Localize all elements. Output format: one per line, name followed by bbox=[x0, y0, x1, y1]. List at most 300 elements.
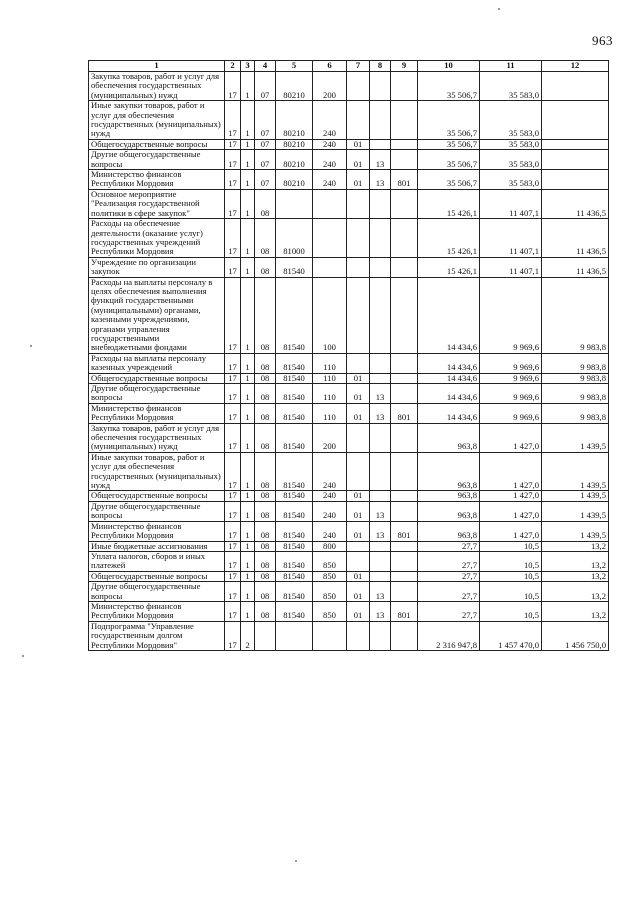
col-10-value: 14 434,6 bbox=[418, 373, 480, 383]
col-4-cell: 08 bbox=[255, 491, 276, 501]
col-8-cell: 13 bbox=[370, 521, 391, 541]
col-9-cell: 801 bbox=[391, 521, 418, 541]
col-header: 11 bbox=[480, 61, 542, 72]
col-11-value: 35 583,0 bbox=[480, 170, 542, 190]
col-7-cell: 01 bbox=[347, 521, 370, 541]
col-2-cell: 17 bbox=[225, 521, 241, 541]
row-name: Министерство финансов Республики Мордовия bbox=[89, 521, 225, 541]
col-3-cell: 1 bbox=[241, 521, 255, 541]
table-body bbox=[89, 72, 609, 651]
col-4-cell: 08 bbox=[255, 582, 276, 602]
table-row bbox=[89, 384, 609, 404]
col-9-cell bbox=[391, 423, 418, 452]
row-name: Другие общегосударственные вопросы bbox=[89, 384, 225, 404]
col-7-cell bbox=[347, 219, 370, 258]
col-6-cell: 850 bbox=[313, 551, 347, 571]
col-12-value: 1 439,5 bbox=[542, 423, 609, 452]
col-8-cell bbox=[370, 541, 391, 551]
col-6-cell: 240 bbox=[313, 150, 347, 170]
col-10-value: 2 316 947,8 bbox=[418, 621, 480, 650]
col-7-cell bbox=[347, 72, 370, 101]
row-name: Закупка товаров, работ и услуг для обеспечения государственных (муниципальных) нужд bbox=[89, 72, 225, 101]
col-5-cell: 81540 bbox=[276, 423, 313, 452]
col-6-cell: 240 bbox=[313, 101, 347, 140]
col-4-cell: 07 bbox=[255, 101, 276, 140]
table-row bbox=[89, 219, 609, 258]
col-12-value: 11 436,5 bbox=[542, 219, 609, 258]
row-name: Уплата налогов, сборов и иных платежей bbox=[89, 551, 225, 571]
table-row bbox=[89, 501, 609, 521]
col-10-value: 35 506,7 bbox=[418, 150, 480, 170]
col-8-cell bbox=[370, 139, 391, 149]
col-header: 5 bbox=[276, 61, 313, 72]
col-5-cell: 81540 bbox=[276, 491, 313, 501]
col-8-cell: 13 bbox=[370, 170, 391, 190]
col-4-cell: 08 bbox=[255, 257, 276, 277]
row-name: Подпрограмма "Управление государственным долгом Республики Мордовия" bbox=[89, 621, 225, 650]
col-5-cell: 80210 bbox=[276, 139, 313, 149]
col-8-cell bbox=[370, 353, 391, 373]
col-6-cell: 110 bbox=[313, 353, 347, 373]
col-3-cell: 1 bbox=[241, 551, 255, 571]
col-7-cell bbox=[347, 257, 370, 277]
col-3-cell: 1 bbox=[241, 373, 255, 383]
col-7-cell bbox=[347, 277, 370, 353]
table-row bbox=[89, 101, 609, 140]
table-row bbox=[89, 150, 609, 170]
col-10-value: 35 506,7 bbox=[418, 101, 480, 140]
col-6-cell bbox=[313, 189, 347, 218]
col-header: 1 bbox=[89, 61, 225, 72]
col-3-cell: 1 bbox=[241, 403, 255, 423]
row-name: Другие общегосударственные вопросы bbox=[89, 501, 225, 521]
col-3-cell: 1 bbox=[241, 353, 255, 373]
col-12-value: 9 983,8 bbox=[542, 277, 609, 353]
col-8-cell: 13 bbox=[370, 150, 391, 170]
col-header: 7 bbox=[347, 61, 370, 72]
col-12-value: 11 436,5 bbox=[542, 189, 609, 218]
col-12-value: 9 983,8 bbox=[542, 373, 609, 383]
col-2-cell: 17 bbox=[225, 384, 241, 404]
col-8-cell: 13 bbox=[370, 601, 391, 621]
col-12-value bbox=[542, 72, 609, 101]
col-9-cell bbox=[391, 384, 418, 404]
col-11-value: 1 427,0 bbox=[480, 521, 542, 541]
col-11-value: 1 427,0 bbox=[480, 491, 542, 501]
col-6-cell: 110 bbox=[313, 384, 347, 404]
col-6-cell: 240 bbox=[313, 501, 347, 521]
col-4-cell: 08 bbox=[255, 521, 276, 541]
col-5-cell: 81540 bbox=[276, 277, 313, 353]
col-2-cell: 17 bbox=[225, 621, 241, 650]
table-row bbox=[89, 621, 609, 650]
col-3-cell: 1 bbox=[241, 571, 255, 581]
col-3-cell: 1 bbox=[241, 384, 255, 404]
col-10-value: 27,7 bbox=[418, 571, 480, 581]
col-11-value: 35 583,0 bbox=[480, 150, 542, 170]
col-12-value: 11 436,5 bbox=[542, 257, 609, 277]
col-11-value: 9 969,6 bbox=[480, 403, 542, 423]
col-5-cell bbox=[276, 189, 313, 218]
col-10-value: 27,7 bbox=[418, 582, 480, 602]
col-8-cell: 13 bbox=[370, 501, 391, 521]
col-9-cell: 801 bbox=[391, 170, 418, 190]
col-9-cell bbox=[391, 277, 418, 353]
row-name: Иные закупки товаров, работ и услуг для обеспечения государственных (муниципальных) нужд bbox=[89, 101, 225, 140]
col-2-cell: 17 bbox=[225, 491, 241, 501]
col-9-cell bbox=[391, 219, 418, 258]
row-name: Закупка товаров, работ и услуг для обеспечения государственных (муниципальных) нужд bbox=[89, 423, 225, 452]
col-5-cell: 81540 bbox=[276, 582, 313, 602]
col-2-cell: 17 bbox=[225, 541, 241, 551]
col-10-value: 35 506,7 bbox=[418, 72, 480, 101]
col-4-cell: 07 bbox=[255, 170, 276, 190]
col-9-cell: 801 bbox=[391, 403, 418, 423]
col-2-cell: 17 bbox=[225, 452, 241, 491]
row-name: Расходы на выплаты персоналу казенных учреждений bbox=[89, 353, 225, 373]
col-3-cell: 2 bbox=[241, 621, 255, 650]
table-row bbox=[89, 257, 609, 277]
col-5-cell: 81540 bbox=[276, 403, 313, 423]
col-3-cell: 1 bbox=[241, 423, 255, 452]
col-6-cell: 200 bbox=[313, 72, 347, 101]
col-5-cell: 81540 bbox=[276, 571, 313, 581]
row-name: Другие общегосударственные вопросы bbox=[89, 582, 225, 602]
col-6-cell bbox=[313, 257, 347, 277]
col-10-value: 15 426,1 bbox=[418, 219, 480, 258]
budget-table bbox=[88, 60, 609, 651]
scan-speck bbox=[498, 8, 500, 10]
col-9-cell bbox=[391, 373, 418, 383]
col-3-cell: 1 bbox=[241, 277, 255, 353]
col-4-cell: 08 bbox=[255, 353, 276, 373]
row-name: Расходы на обеспечение деятельности (оказание услуг) государственных учреждений Республики Мордовия bbox=[89, 219, 225, 258]
col-5-cell: 81540 bbox=[276, 257, 313, 277]
col-6-cell: 240 bbox=[313, 452, 347, 491]
col-5-cell: 81540 bbox=[276, 452, 313, 491]
col-11-value: 35 583,0 bbox=[480, 101, 542, 140]
row-name: Общегосударственные вопросы bbox=[89, 373, 225, 383]
col-12-value: 13,2 bbox=[542, 541, 609, 551]
row-name: Расходы на выплаты персоналу в целях обеспечения выполнения функций государственными (муниципальными) органами, казенными учреждениями, органами управления государственными внебюджетными фондами bbox=[89, 277, 225, 353]
col-7-cell bbox=[347, 353, 370, 373]
col-5-cell: 80210 bbox=[276, 72, 313, 101]
col-8-cell bbox=[370, 452, 391, 491]
col-7-cell bbox=[347, 189, 370, 218]
col-10-value: 15 426,1 bbox=[418, 257, 480, 277]
col-6-cell: 200 bbox=[313, 423, 347, 452]
col-11-value: 10,5 bbox=[480, 541, 542, 551]
col-10-value: 963,8 bbox=[418, 452, 480, 491]
col-6-cell: 110 bbox=[313, 403, 347, 423]
col-4-cell: 08 bbox=[255, 277, 276, 353]
col-5-cell: 80210 bbox=[276, 170, 313, 190]
col-9-cell bbox=[391, 189, 418, 218]
col-11-value: 9 969,6 bbox=[480, 384, 542, 404]
col-3-cell: 1 bbox=[241, 452, 255, 491]
table-row bbox=[89, 582, 609, 602]
col-10-value: 27,7 bbox=[418, 601, 480, 621]
col-5-cell: 81540 bbox=[276, 541, 313, 551]
table-row bbox=[89, 491, 609, 501]
col-4-cell: 08 bbox=[255, 384, 276, 404]
col-7-cell: 01 bbox=[347, 139, 370, 149]
col-12-value: 13,2 bbox=[542, 582, 609, 602]
col-7-cell: 01 bbox=[347, 582, 370, 602]
col-4-cell: 08 bbox=[255, 423, 276, 452]
col-12-value bbox=[542, 150, 609, 170]
col-7-cell: 01 bbox=[347, 384, 370, 404]
col-9-cell bbox=[391, 501, 418, 521]
table-row bbox=[89, 403, 609, 423]
col-9-cell bbox=[391, 257, 418, 277]
col-7-cell bbox=[347, 101, 370, 140]
col-header: 12 bbox=[542, 61, 609, 72]
col-3-cell: 1 bbox=[241, 601, 255, 621]
col-8-cell bbox=[370, 101, 391, 140]
col-9-cell bbox=[391, 621, 418, 650]
col-8-cell bbox=[370, 72, 391, 101]
col-10-value: 35 506,7 bbox=[418, 139, 480, 149]
col-5-cell: 80210 bbox=[276, 101, 313, 140]
row-name: Общегосударственные вопросы bbox=[89, 491, 225, 501]
col-3-cell: 1 bbox=[241, 101, 255, 140]
col-4-cell: 08 bbox=[255, 189, 276, 218]
table-row bbox=[89, 353, 609, 373]
col-2-cell: 17 bbox=[225, 219, 241, 258]
scan-speck bbox=[30, 345, 32, 347]
col-7-cell: 01 bbox=[347, 601, 370, 621]
col-8-cell bbox=[370, 373, 391, 383]
col-8-cell bbox=[370, 257, 391, 277]
row-name: Министерство финансов Республики Мордовия bbox=[89, 403, 225, 423]
col-2-cell: 17 bbox=[225, 571, 241, 581]
col-2-cell: 17 bbox=[225, 101, 241, 140]
col-5-cell: 81540 bbox=[276, 353, 313, 373]
col-6-cell: 240 bbox=[313, 170, 347, 190]
col-header: 4 bbox=[255, 61, 276, 72]
col-4-cell: 08 bbox=[255, 403, 276, 423]
row-name: Учреждение по организации закупок bbox=[89, 257, 225, 277]
row-name: Иные закупки товаров, работ и услуг для обеспечения государственных (муниципальных) нужд bbox=[89, 452, 225, 491]
col-6-cell bbox=[313, 621, 347, 650]
col-5-cell: 81540 bbox=[276, 551, 313, 571]
col-5-cell: 80210 bbox=[276, 150, 313, 170]
col-2-cell: 17 bbox=[225, 551, 241, 571]
col-11-value: 1 457 470,0 bbox=[480, 621, 542, 650]
col-12-value bbox=[542, 170, 609, 190]
table-row bbox=[89, 601, 609, 621]
col-11-value: 9 969,6 bbox=[480, 277, 542, 353]
col-3-cell: 1 bbox=[241, 541, 255, 551]
col-2-cell: 17 bbox=[225, 601, 241, 621]
col-2-cell: 17 bbox=[225, 277, 241, 353]
col-8-cell bbox=[370, 551, 391, 571]
col-9-cell bbox=[391, 353, 418, 373]
col-10-value: 963,8 bbox=[418, 491, 480, 501]
col-11-value: 1 427,0 bbox=[480, 501, 542, 521]
col-11-value: 1 427,0 bbox=[480, 452, 542, 491]
col-7-cell bbox=[347, 621, 370, 650]
header-row bbox=[89, 61, 609, 72]
col-9-cell bbox=[391, 582, 418, 602]
col-10-value: 963,8 bbox=[418, 501, 480, 521]
col-12-value bbox=[542, 101, 609, 140]
col-header: 8 bbox=[370, 61, 391, 72]
col-2-cell: 17 bbox=[225, 72, 241, 101]
col-5-cell: 81540 bbox=[276, 601, 313, 621]
col-4-cell bbox=[255, 621, 276, 650]
col-11-value: 10,5 bbox=[480, 571, 542, 581]
col-6-cell: 240 bbox=[313, 139, 347, 149]
col-4-cell: 07 bbox=[255, 150, 276, 170]
col-11-value: 9 969,6 bbox=[480, 353, 542, 373]
col-header: 10 bbox=[418, 61, 480, 72]
table-row bbox=[89, 139, 609, 149]
col-header: 6 bbox=[313, 61, 347, 72]
table-row bbox=[89, 72, 609, 101]
col-2-cell: 17 bbox=[225, 353, 241, 373]
col-11-value: 11 407,1 bbox=[480, 257, 542, 277]
col-3-cell: 1 bbox=[241, 170, 255, 190]
col-2-cell: 17 bbox=[225, 257, 241, 277]
col-header: 3 bbox=[241, 61, 255, 72]
row-name: Министерство финансов Республики Мордовия bbox=[89, 601, 225, 621]
col-7-cell: 01 bbox=[347, 150, 370, 170]
col-2-cell: 17 bbox=[225, 170, 241, 190]
col-3-cell: 1 bbox=[241, 189, 255, 218]
col-8-cell bbox=[370, 423, 391, 452]
row-name: Иные бюджетные ассигнования bbox=[89, 541, 225, 551]
col-3-cell: 1 bbox=[241, 491, 255, 501]
col-8-cell bbox=[370, 571, 391, 581]
col-9-cell bbox=[391, 551, 418, 571]
col-10-value: 35 506,7 bbox=[418, 170, 480, 190]
table-row bbox=[89, 541, 609, 551]
col-12-value: 13,2 bbox=[542, 551, 609, 571]
col-8-cell bbox=[370, 621, 391, 650]
col-12-value: 1 439,5 bbox=[542, 521, 609, 541]
col-4-cell: 08 bbox=[255, 452, 276, 491]
col-9-cell bbox=[391, 571, 418, 581]
col-12-value: 13,2 bbox=[542, 571, 609, 581]
col-10-value: 14 434,6 bbox=[418, 384, 480, 404]
col-3-cell: 1 bbox=[241, 582, 255, 602]
col-5-cell: 81540 bbox=[276, 521, 313, 541]
col-10-value: 14 434,6 bbox=[418, 277, 480, 353]
col-3-cell: 1 bbox=[241, 219, 255, 258]
col-11-value: 11 407,1 bbox=[480, 219, 542, 258]
row-name: Общегосударственные вопросы bbox=[89, 571, 225, 581]
col-11-value: 11 407,1 bbox=[480, 189, 542, 218]
col-10-value: 963,8 bbox=[418, 423, 480, 452]
col-12-value: 13,2 bbox=[542, 601, 609, 621]
col-8-cell bbox=[370, 277, 391, 353]
col-4-cell: 08 bbox=[255, 551, 276, 571]
col-5-cell: 81540 bbox=[276, 384, 313, 404]
col-3-cell: 1 bbox=[241, 501, 255, 521]
col-9-cell: 801 bbox=[391, 601, 418, 621]
col-5-cell: 81000 bbox=[276, 219, 313, 258]
col-3-cell: 1 bbox=[241, 150, 255, 170]
col-12-value: 1 456 750,0 bbox=[542, 621, 609, 650]
table-row bbox=[89, 551, 609, 571]
col-6-cell: 850 bbox=[313, 601, 347, 621]
col-11-value: 1 427,0 bbox=[480, 423, 542, 452]
row-name: Общегосударственные вопросы bbox=[89, 139, 225, 149]
col-5-cell: 81540 bbox=[276, 501, 313, 521]
col-11-value: 35 583,0 bbox=[480, 139, 542, 149]
col-header: 9 bbox=[391, 61, 418, 72]
col-2-cell: 17 bbox=[225, 582, 241, 602]
col-2-cell: 17 bbox=[225, 189, 241, 218]
col-4-cell: 08 bbox=[255, 373, 276, 383]
col-12-value: 1 439,5 bbox=[542, 501, 609, 521]
col-7-cell bbox=[347, 452, 370, 491]
col-10-value: 963,8 bbox=[418, 521, 480, 541]
col-11-value: 10,5 bbox=[480, 601, 542, 621]
scan-speck bbox=[295, 860, 297, 862]
col-4-cell: 08 bbox=[255, 541, 276, 551]
col-7-cell: 01 bbox=[347, 491, 370, 501]
col-9-cell bbox=[391, 72, 418, 101]
col-12-value: 9 983,8 bbox=[542, 384, 609, 404]
col-6-cell: 850 bbox=[313, 571, 347, 581]
col-2-cell: 17 bbox=[225, 423, 241, 452]
col-4-cell: 08 bbox=[255, 219, 276, 258]
col-6-cell: 240 bbox=[313, 521, 347, 541]
col-8-cell bbox=[370, 219, 391, 258]
table-row bbox=[89, 373, 609, 383]
col-9-cell bbox=[391, 541, 418, 551]
table-row bbox=[89, 423, 609, 452]
col-10-value: 14 434,6 bbox=[418, 353, 480, 373]
col-12-value: 9 983,8 bbox=[542, 403, 609, 423]
col-8-cell bbox=[370, 491, 391, 501]
col-10-value: 27,7 bbox=[418, 551, 480, 571]
col-2-cell: 17 bbox=[225, 501, 241, 521]
table-row bbox=[89, 521, 609, 541]
col-3-cell: 1 bbox=[241, 72, 255, 101]
col-10-value: 27,7 bbox=[418, 541, 480, 551]
col-7-cell: 01 bbox=[347, 373, 370, 383]
row-name: Другие общегосударственные вопросы bbox=[89, 150, 225, 170]
col-7-cell: 01 bbox=[347, 501, 370, 521]
col-3-cell: 1 bbox=[241, 257, 255, 277]
col-9-cell bbox=[391, 101, 418, 140]
col-6-cell: 100 bbox=[313, 277, 347, 353]
row-name: Основное мероприятие "Реализация государственной политики в сфере закупок" bbox=[89, 189, 225, 218]
col-7-cell: 01 bbox=[347, 403, 370, 423]
col-5-cell: 81540 bbox=[276, 373, 313, 383]
col-7-cell: 01 bbox=[347, 170, 370, 190]
col-7-cell: 01 bbox=[347, 571, 370, 581]
col-8-cell bbox=[370, 189, 391, 218]
col-4-cell: 07 bbox=[255, 72, 276, 101]
col-7-cell bbox=[347, 423, 370, 452]
col-2-cell: 17 bbox=[225, 403, 241, 423]
col-11-value: 10,5 bbox=[480, 551, 542, 571]
col-11-value: 9 969,6 bbox=[480, 373, 542, 383]
col-8-cell: 13 bbox=[370, 403, 391, 423]
col-9-cell bbox=[391, 491, 418, 501]
page-number: 963 bbox=[592, 33, 613, 48]
col-12-value bbox=[542, 139, 609, 149]
col-6-cell: 240 bbox=[313, 491, 347, 501]
col-2-cell: 17 bbox=[225, 150, 241, 170]
col-10-value: 14 434,6 bbox=[418, 403, 480, 423]
col-4-cell: 08 bbox=[255, 601, 276, 621]
